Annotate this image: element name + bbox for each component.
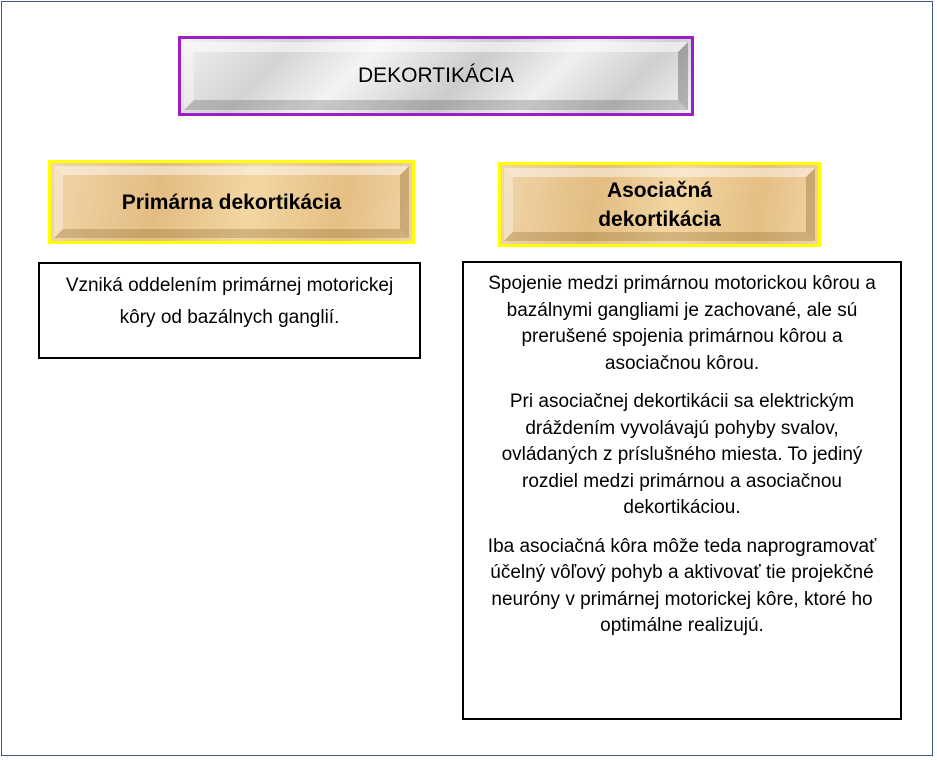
associative-paragraph-2: Pri asociačnej dekortikácii sa elektrickým dráždením vyvolávajú pohyby svalov, ovládaných z príslušného miesta. To jediný rozdiel medzi primárnou a asociačnou dekortikáciou.: [501, 391, 863, 518]
primary-description-box: [38, 262, 421, 359]
associative-paragraph-3: Iba asociačná kôra môže teda naprogramovať účelný vôľový pohyb a aktivovať tie projekčné neuróny v primárnej motorickej kôre, ktoré ho optimálne realizujú.: [487, 535, 877, 636]
associative-heading-text: [598, 176, 721, 234]
primary-heading-text: Primárna dekortikácia: [121, 190, 342, 214]
title-text: DEKORTIKÁCIA: [358, 64, 514, 87]
primary-heading-banner: [48, 160, 415, 244]
title-banner: [178, 36, 694, 116]
associative-heading-line2: dekortikácia: [598, 207, 721, 231]
associative-description-box: [462, 261, 902, 720]
associative-paragraph-1: Spojenie medzi primárnou motorickou kôrou a bazálnymi gangliami je zachované, ale sú prerušené spojenia primárnou kôrou a asociačnou kôrou.: [488, 273, 876, 374]
associative-heading-banner: [498, 162, 821, 247]
primary-description-text: Vzniká oddelením primárnej motorickej kôry od bazálnych ganglií.: [65, 275, 394, 328]
associative-heading-line1: Asociačná: [606, 178, 713, 202]
